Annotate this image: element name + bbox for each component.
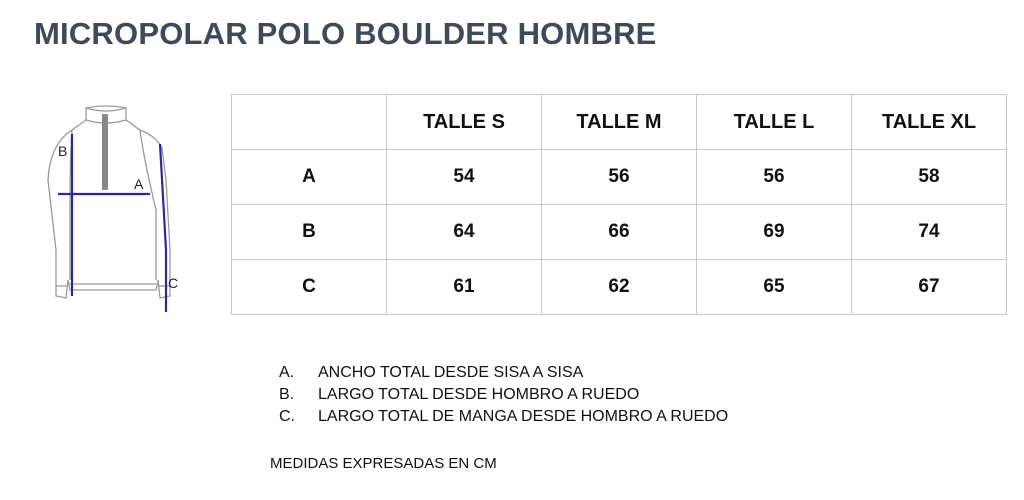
legend-item	[279, 362, 728, 384]
table-cell: 56	[542, 150, 697, 205]
jacket-illustration	[28, 100, 198, 320]
legend-key: B.	[279, 386, 295, 403]
legend-text: ANCHO TOTAL DESDE SISA A SISA	[318, 364, 584, 381]
page-title: MICROPOLAR POLO BOULDER HOMBRE	[34, 16, 657, 51]
zipper	[102, 114, 108, 190]
diagram-label-c: C	[168, 275, 179, 291]
table-cell: 62	[542, 260, 697, 315]
table-row	[232, 260, 1007, 315]
header-size-m: TALLE M	[542, 95, 697, 150]
table-cell: 66	[542, 205, 697, 260]
size-table	[231, 94, 1007, 315]
row-label: C	[232, 260, 387, 315]
table-cell: 56	[697, 150, 852, 205]
table-cell: 61	[387, 260, 542, 315]
garment-diagram	[28, 100, 198, 320]
header-size-l: TALLE L	[697, 95, 852, 150]
legend-key: A.	[279, 364, 295, 381]
table-cell: 58	[852, 150, 1007, 205]
legend-text: LARGO TOTAL DE MANGA DESDE HOMBRO A RUEDO	[318, 408, 729, 425]
header-size-xl: TALLE XL	[852, 95, 1007, 150]
table-header-row	[232, 95, 1007, 150]
units-note: MEDIDAS EXPRESADAS EN CM	[270, 455, 497, 472]
table-row	[232, 150, 1007, 205]
diagram-label-b: B	[58, 143, 68, 159]
header-size-s: TALLE S	[387, 95, 542, 150]
legend-key: C.	[279, 408, 295, 425]
jacket-outline	[48, 106, 170, 298]
legend-text: LARGO TOTAL DESDE HOMBRO A RUEDO	[318, 386, 640, 403]
legend-item	[279, 406, 728, 428]
table-cell: 74	[852, 205, 1007, 260]
measure-lines	[58, 134, 166, 312]
table-cell: 65	[697, 260, 852, 315]
diagram-label-a: A	[134, 176, 144, 192]
table-cell: 69	[697, 205, 852, 260]
row-label: B	[232, 205, 387, 260]
row-label: A	[232, 150, 387, 205]
table-row	[232, 205, 1007, 260]
table-cell: 54	[387, 150, 542, 205]
table-cell: 64	[387, 205, 542, 260]
measurement-legend	[279, 362, 728, 428]
legend-item	[279, 384, 728, 406]
table-cell: 67	[852, 260, 1007, 315]
table-corner-cell	[232, 95, 387, 150]
